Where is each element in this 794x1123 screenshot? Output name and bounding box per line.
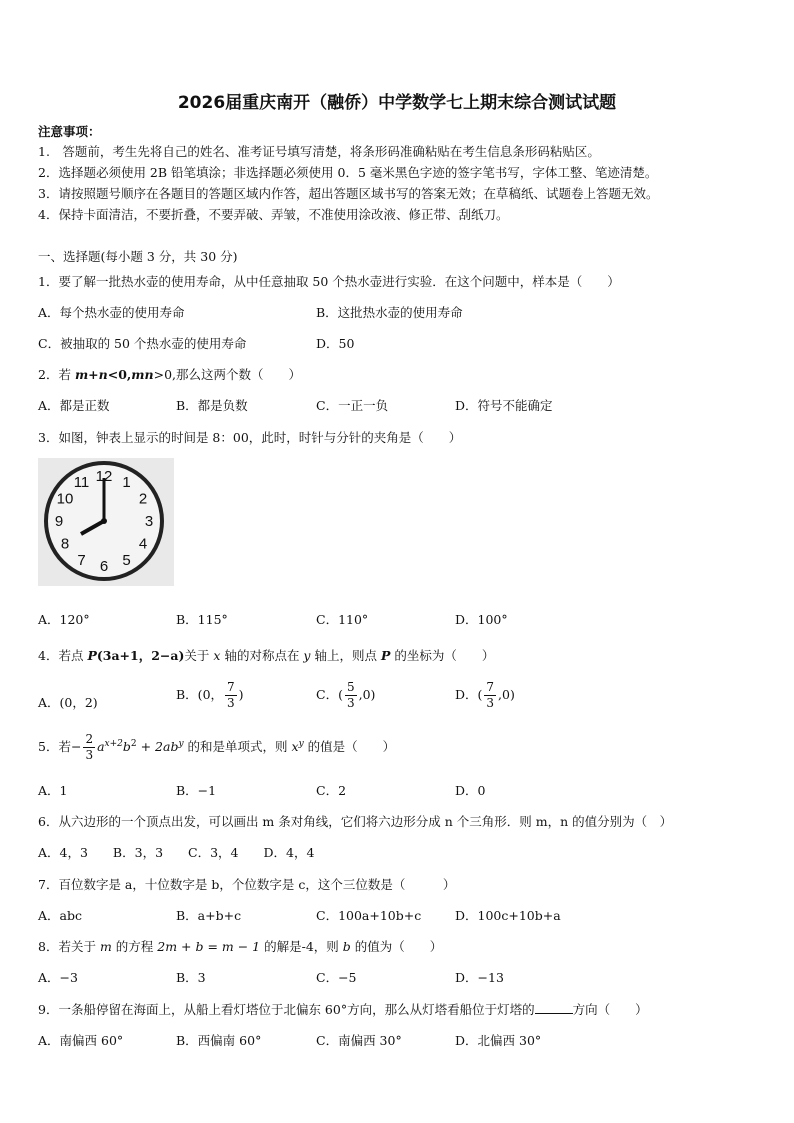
q5-option-b[interactable]: B．−1 [176, 783, 217, 798]
q3-option-d[interactable]: D．100° [455, 612, 508, 627]
page-title: 2026届重庆南开（融侨）中学数学七上期末综合测试试题 [177, 93, 617, 113]
q6-options[interactable]: A．4，3 B．3，3 C．3，4 D．4，4 [38, 845, 315, 860]
question-1-stem: 1．要了解一批热水壶的使用寿命，从中任意抽取 50 个热水壶进行实验．在这个问题中，样本是（ ） [38, 274, 620, 289]
clock-number: 12 [95, 468, 113, 485]
fraction: $\frac{2}{3}$ [85, 732, 94, 762]
q9-option-b[interactable]: B．西偏南 60° [176, 1033, 262, 1048]
q5-option-c[interactable]: C．2 [316, 783, 347, 798]
q2-option-a[interactable]: A．都是正数 [38, 398, 110, 413]
question-2-stem: 2．若 m+n<0,mn>0,那么这两个数（ ） [38, 367, 301, 382]
q9-option-c[interactable]: C．南偏西 30° [316, 1033, 402, 1048]
q2-option-b[interactable]: B．都是负数 [176, 398, 248, 413]
question-4-stem: 4．若点 P(3a+1，2−a)关于 x 轴的对称点在 y 轴上，则点 P 的坐标为（ ） [38, 648, 495, 663]
answer-blank[interactable] [535, 1001, 573, 1014]
question-7-stem: 7．百位数字是 a，十位数字是 b，个位数字是 c，这个三位数是（ ） [38, 877, 456, 892]
question-8-stem: 8．若关于 m 的方程 2m + b = m − 1 的解是-4，则 b 的值为（ ） [38, 939, 443, 954]
q1-option-d[interactable]: D．50 [316, 336, 355, 351]
q4-option-d[interactable]: D．( $\frac{7}{3}$ ,0) [455, 680, 515, 710]
notice-item-2: 2．选择题必须使用 2B 铅笔填涂；非选择题必须使用 0．5 毫米黑色字迹的签字笔书写，字体工整、笔迹清楚。 [38, 165, 658, 180]
question-6-stem: 6．从六边形的一个顶点出发，可以画出 m 条对角线，它们将六边形分成 n 个三角形．则 m，n 的值分别为（ ） [38, 814, 673, 829]
clock-number: 9 [54, 513, 64, 530]
clock-number: 2 [138, 490, 148, 508]
fraction: $\frac{7}{3}$ [486, 680, 495, 710]
notice-item-3: 3．请按照题号顺序在各题目的答题区域内作答，超出答题区域书写的答案无效；在草稿纸、试题卷上答题无效。 [38, 186, 659, 201]
fraction: $\frac{7}{3}$ [227, 680, 235, 710]
clock-number: 7 [77, 552, 86, 569]
fraction: $\frac{5}{3}$ [346, 680, 355, 710]
clock-figure [38, 458, 174, 586]
q5-option-a[interactable]: A．1 [38, 783, 68, 798]
clock-number: 11 [73, 474, 90, 491]
q5-option-d[interactable]: D．0 [455, 783, 486, 798]
q7-option-a[interactable]: A．abc [38, 908, 82, 923]
q1-option-b[interactable]: B．这批热水壶的使用寿命 [316, 305, 463, 320]
notice-item-4: 4．保持卡面清洁，不要折叠，不要弄破、弄皱，不准使用涂改液、修正带、刮纸刀。 [38, 207, 509, 222]
question-3-stem: 3．如图，钟表上显示的时间是 8：00，此时，时针与分针的夹角是（ ） [38, 430, 462, 445]
clock-center [101, 518, 107, 524]
clock-number: 1 [122, 474, 131, 491]
q1-option-a[interactable]: A．每个热水壶的使用寿命 [38, 305, 185, 320]
clock-number: 4 [138, 535, 148, 553]
q8-option-a[interactable]: A．−3 [38, 970, 78, 985]
section-heading: 一、选择题(每小题 3 分，共 30 分) [38, 249, 238, 264]
notice-heading: 注意事项： [38, 124, 101, 139]
clock-number: 6 [99, 558, 109, 575]
q4-option-a[interactable]: A．(0，2) [38, 695, 98, 710]
q1-option-c[interactable]: C．被抽取的 50 个热水壶的使用寿命 [38, 336, 247, 351]
notice-item-1: 1. 答题前，考生先将自己的姓名、准考证号填写清楚，将条形码准确粘贴在考生信息条形码粘贴区。 [38, 144, 600, 159]
q3-option-b[interactable]: B．115° [176, 612, 228, 627]
q8-option-d[interactable]: D．−13 [455, 970, 504, 985]
q3-option-a[interactable]: A．120° [38, 612, 90, 627]
q8-option-b[interactable]: B．3 [176, 970, 206, 985]
q8-option-c[interactable]: C．−5 [316, 970, 357, 985]
clock-face-svg [38, 458, 174, 586]
q2-option-d[interactable]: D．符号不能确定 [455, 398, 553, 413]
clock-number: 10 [56, 490, 74, 508]
q7-option-d[interactable]: D．100c+10b+a [455, 908, 561, 923]
question-5-stem: 5．若− $\frac{2}{3}$ $a^{x+2}b^2 + 2ab^y$ 的和是单项式，则 $x^y$ 的值是（ ） [38, 732, 396, 762]
q2-option-c[interactable]: C．一正一负 [316, 398, 389, 413]
q9-option-d[interactable]: D．北偏西 30° [455, 1033, 542, 1048]
question-9-stem: 9．一条船停留在海面上，从船上看灯塔位于北偏东 60°方向，那么从灯塔看船位于灯塔的 方向（ ） [38, 1002, 648, 1017]
clock-number: 3 [144, 513, 154, 530]
q7-option-c[interactable]: C．100a+10b+c [316, 908, 422, 923]
q4-option-b[interactable]: B．(0， $\frac{7}{3}$ ) [176, 680, 244, 710]
clock-number: 8 [60, 535, 70, 553]
q4-option-c[interactable]: C．( $\frac{5}{3}$ ,0) [316, 680, 376, 710]
q3-option-c[interactable]: C．110° [316, 612, 369, 627]
clock-number: 5 [122, 552, 131, 569]
q9-option-a[interactable]: A．南偏西 60° [38, 1033, 124, 1048]
q7-option-b[interactable]: B．a+b+c [176, 908, 242, 923]
